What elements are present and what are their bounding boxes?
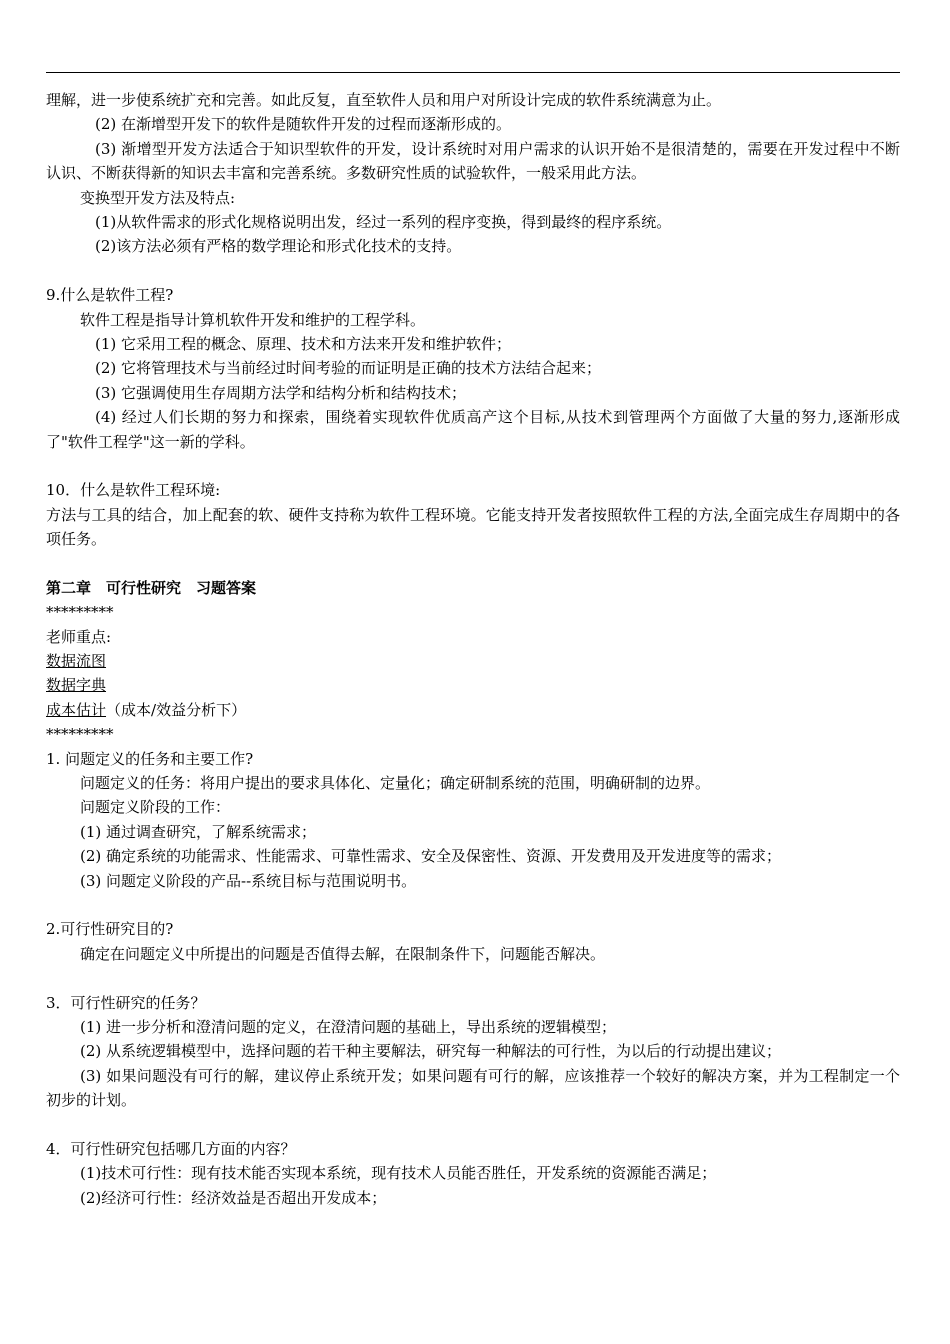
question-title: 10．什么是软件工程环境: (46, 481, 221, 500)
separator-stars: ********* (46, 725, 114, 744)
list-item: (2) 它将管理技术与当前经过时间考验的而证明是正确的技术方法结合起来； (95, 359, 602, 378)
cost-estimate-note: （成本/效益分析下） (106, 700, 247, 719)
link-data-flow-diagram[interactable]: 数据流图 (46, 652, 107, 671)
list-item: (1) 通过调查研究，了解系统需求； (80, 822, 317, 841)
list-item: (2) 从系统逻辑模型中，选择问题的若干种主要解法，研究每一种解法的可行性，为以后的行动提出建议； (80, 1042, 782, 1061)
list-item: (2)该方法必须有严格的数学理论和形式化技术的支持。 (95, 237, 462, 256)
question-title: 9.什么是软件工程? (46, 286, 174, 305)
list-item: (3) 问题定义阶段的产品--系统目标与范围说明书。 (80, 871, 417, 890)
question-title: 4．可行性研究包括哪几方面的内容？ (46, 1139, 296, 1158)
list-item: (1)技术可行性：现有技术能否实现本系统，现有技术人员能否胜任，开发系统的资源能否满足； (80, 1164, 717, 1183)
answer-intro: 软件工程是指导计算机软件开发和维护的工程学科。 (80, 310, 426, 329)
list-item: (1)从软件需求的形式化规格说明出发，经过一系列的程序变换，得到最终的程序系统。 (95, 212, 672, 231)
list-item: (2) 确定系统的功能需求、性能需求、可靠性需求、安全及保密性、资源、开发费用及开发进度等的需求； (80, 847, 782, 866)
answer-body: 方法与工具的结合，加上配套的软、硬件支持称为软件工程环境。它能支持开发者按照软件工程的方法,全面完成生存周期中的各项任务。 (46, 505, 900, 549)
question-title: 1. 问题定义的任务和主要工作? (46, 749, 254, 768)
list-item: (1) 它采用工程的概念、原理、技术和方法来开发和维护软件； (95, 334, 512, 353)
answer-line: 确定在问题定义中所提出的问题是否值得去解，在限制条件下，问题能否解决。 (80, 944, 606, 963)
list-item: (1) 进一步分析和澄清问题的定义，在澄清问题的基础上，导出系统的逻辑模型； (80, 1017, 617, 1036)
document-body (46, 88, 900, 1210)
question-title: 2.可行性研究目的? (46, 920, 174, 939)
list-item: (2)经济可行性：经济效益是否超出开发成本； (80, 1188, 387, 1207)
question-title: 3．可行性研究的任务？ (46, 993, 206, 1012)
paragraph-line: (2) 在渐增型开发下的软件是随软件开发的过程而逐渐形成的。 (95, 115, 512, 134)
header-rule (46, 72, 900, 73)
link-cost-estimate[interactable]: 成本估计 (46, 700, 107, 719)
answer-line: 问题定义的任务：将用户提出的要求具体化、定量化；确定研制系统的范围，明确研制的边界。 (80, 774, 711, 793)
list-item: (3) 如果问题没有可行的解，建议停止系统开发；如果问题有可行的解，应该推荐一个较好的解决方案，并为工程制定一个初步的计划。 (46, 1066, 900, 1110)
focus-label: 老师重点: (46, 627, 112, 646)
answer-line: 问题定义阶段的工作： (80, 798, 231, 817)
link-data-dictionary[interactable]: 数据字典 (46, 676, 107, 695)
chapter-heading: 第二章 可行性研究 习题答案 (46, 578, 257, 597)
list-item: (3) 它强调使用生存周期方法学和结构分析和结构技术； (95, 383, 467, 402)
paragraph-incremental: (3) 渐增型开发方法适合于知识型软件的开发，设计系统时对用户需求的认识开始不是很清楚的，需要在开发过程中不断认识、不断获得新的知识去丰富和完善系统。多数研究性质的试验软件，一般采用此方法。 (46, 139, 900, 183)
list-item: (4) 经过人们长期的努力和探索，围绕着实现软件优质高产这个目标,从技术到管理两个方面做了大量的努力,逐渐形成了"软件工程学"这一新的学科。 (46, 408, 900, 451)
paragraph-line: 理解，进一步使系统扩充和完善。如此反复，直至软件人员和用户对所设计完成的软件系统满意为止。 (46, 91, 722, 109)
subheading-transform: 变换型开发方法及特点: (80, 188, 236, 207)
separator-stars: ********* (46, 603, 114, 622)
